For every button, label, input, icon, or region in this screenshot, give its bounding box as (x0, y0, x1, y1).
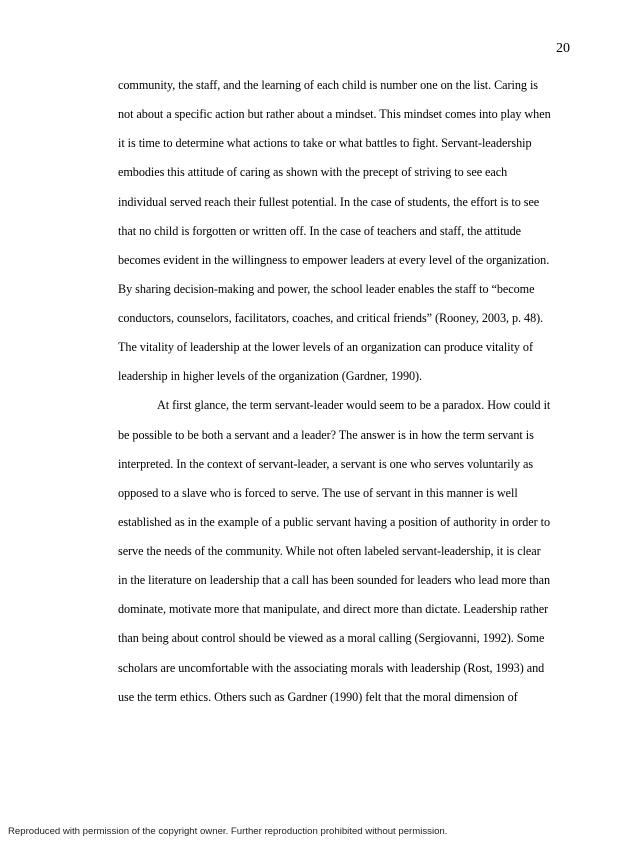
text-line: opposed to a slave who is forced to serve. The use of servant in this manner is well (118, 485, 518, 500)
body-text (118, 71, 578, 712)
text-line: use the term ethics. Others such as Gardner (1990) felt that the moral dimension of (118, 689, 518, 704)
text-line: conductors, counselors, facilitators, coaches, and critical friends” (Rooney, 2003, p. 48). (118, 311, 544, 325)
text-line: that no child is forgotten or written off. In the case of teachers and staff, the attitude (118, 223, 521, 238)
text-line: not about a specific action but rather about a mindset. This mindset comes into play when (118, 107, 551, 122)
text-line: leadership in higher levels of the organization (Gardner, 1990). (118, 369, 423, 384)
text-line: than being about control should be viewed as a moral calling (Sergiovanni, 1992). Some (118, 631, 545, 646)
text-line: interpreted. In the context of servant-leader, a servant is one who serves voluntarily as (118, 456, 534, 471)
text-line: be possible to be both a servant and a leader? The answer is in how the term servant is (118, 427, 534, 442)
text-line: in the literature on leadership that a call has been sounded for leaders who lead more than (118, 573, 551, 588)
copyright-footer: Reproduced with permission of the copyright owner. Further reproduction prohibited without permission. (8, 826, 448, 837)
text-line: community, the staff, and the learning of each child is number one on the list. Caring is (118, 78, 538, 92)
text-line: established as in the example of a public servant having a position of authority in order to (118, 514, 551, 529)
text-line: embodies this attitude of caring as shown with the precept of striving to see each (118, 165, 508, 180)
text-line: dominate, motivate more that manipulate, and direct more than dictate. Leadership rather (118, 602, 549, 617)
text-line: individual served reach their fullest potential. In the case of students, the effort is to see (118, 194, 540, 209)
text-line: By sharing decision-making and power, the school leader enables the staff to “become (118, 281, 535, 296)
text-line: The vitality of leadership at the lower levels of an organization can produce vitality of (118, 340, 533, 355)
text-line: becomes evident in the willingness to empower leaders at every level of the organization. (118, 252, 550, 267)
text-line: scholars are uncomfortable with the associating morals with leadership (Rost, 1993) and (118, 660, 545, 675)
text-line: it is time to determine what actions to take or what battles to fight. Servant-leadership (118, 136, 532, 151)
text-line: serve the needs of the community. While not often labeled servant-leadership, it is clear (118, 544, 541, 558)
paragraph-first-line: At first glance, the term servant-leader would seem to be a paradox. How could it (157, 398, 551, 413)
page-number: 20 (556, 41, 570, 56)
